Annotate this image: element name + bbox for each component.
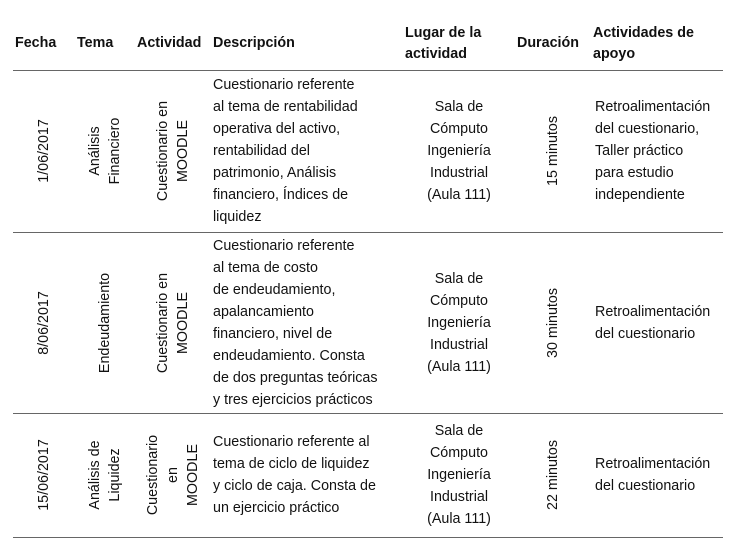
cell-descripcion [211, 232, 403, 413]
actividad-line: Cuestionario en [155, 100, 171, 202]
lugar-line: (Aula 111) [427, 358, 491, 375]
fecha-text: 8/06/2017 [36, 290, 52, 355]
duracion-text: 15 minutos [545, 116, 561, 186]
header-actividad: Actividad [135, 18, 211, 70]
descripcion-line: y tres ejercicios prácticos [213, 391, 373, 408]
lugar-line: Ingeniería [427, 467, 491, 483]
cell-tema [75, 232, 135, 413]
apoyo-line: del cuestionario [595, 478, 696, 494]
descripcion-line: tema de ciclo de liquidez [213, 456, 370, 472]
apoyo-line: Retroalimentación [595, 456, 711, 472]
actividad-line: Cuestionario en [155, 272, 171, 373]
actividad-line: MOODLE [175, 291, 191, 354]
lugar-line: Industrial [429, 165, 488, 181]
actividad-line: MOODLE [185, 444, 201, 506]
header-lugar-line: actividad [405, 45, 467, 62]
header-lugar-line: Lugar de la [405, 24, 482, 41]
cell-fecha [13, 232, 75, 413]
cell-fecha [13, 413, 75, 537]
actividad-line: en [165, 467, 181, 483]
apoyo-line: del cuestionario, [595, 121, 700, 137]
cell-lugar [403, 232, 515, 413]
lugar-line: Sala de [434, 99, 484, 115]
tema-line: Análisis [87, 126, 103, 176]
lugar-line: Cómputo [429, 121, 488, 137]
cell-duracion [515, 70, 591, 232]
apoyo-line: del cuestionario [595, 325, 696, 342]
descripcion-line: financiero, Índices de [213, 187, 349, 203]
header-apoyo-line: apoyo [593, 45, 636, 62]
cell-actividad [135, 413, 211, 537]
cell-actividad [135, 232, 211, 413]
duracion-text: 22 minutos [545, 440, 561, 510]
descripcion-line: al tema de rentabilidad [213, 99, 358, 115]
descripcion-line: liquidez [213, 209, 262, 225]
lugar-line: Sala de [434, 423, 484, 439]
cell-duracion [515, 232, 591, 413]
tema-line: Análisis de [87, 440, 103, 510]
actividad-line: Cuestionario [145, 434, 161, 516]
descripcion-line: Cuestionario referente [213, 237, 355, 254]
cell-descripcion [211, 413, 403, 537]
lugar-line: (Aula 111) [427, 187, 491, 203]
header-duracion: Duración [515, 18, 591, 70]
descripcion-line: patrimonio, Análisis [213, 165, 337, 181]
apoyo-line: Retroalimentación [595, 303, 711, 320]
duracion-text: 30 minutos [545, 287, 561, 358]
lugar-line: Ingeniería [427, 314, 491, 331]
actividad-line: MOODLE [175, 120, 191, 182]
table-row [13, 70, 723, 232]
cell-actividad [135, 70, 211, 232]
apoyo-line: Taller práctico [595, 143, 684, 159]
tema-line: Endeudamiento [97, 272, 113, 373]
header-apoyo [591, 18, 723, 70]
table-row [13, 413, 723, 537]
apoyo-line: para estudio [595, 165, 674, 181]
apoyo-line: Retroalimentación [595, 99, 711, 115]
lugar-line: Industrial [429, 489, 488, 505]
lugar-line: Cómputo [429, 292, 488, 309]
lugar-line: Cómputo [429, 445, 488, 461]
cell-tema [75, 413, 135, 537]
lugar-line: Sala de [434, 270, 484, 287]
cell-apoyo [591, 70, 723, 232]
lugar-line: Ingeniería [427, 143, 491, 159]
header-apoyo-line: Actividades de [593, 24, 694, 41]
descripcion-line: al tema de costo [213, 259, 318, 276]
apoyo-line: independiente [595, 187, 685, 203]
descripcion-line: de dos preguntas teóricas [213, 369, 378, 386]
descripcion-line: Cuestionario referente al [213, 434, 370, 450]
table-row [13, 232, 723, 413]
descripcion-line: de endeudamiento, [213, 281, 336, 298]
descripcion-line: endeudamiento. Consta [213, 347, 365, 364]
cell-lugar [403, 413, 515, 537]
tema-line: Financiero [107, 117, 123, 185]
descripcion-line: financiero, nivel de [213, 325, 333, 342]
fecha-text: 15/06/2017 [36, 439, 52, 511]
header-descripcion: Descripción [211, 18, 403, 70]
fecha-text: 1/06/2017 [36, 119, 52, 183]
descripcion-line: apalancamiento [213, 303, 314, 320]
header-lugar [403, 18, 515, 70]
descripcion-line: un ejercicio práctico [213, 500, 340, 516]
header-tema: Tema [75, 18, 135, 70]
lugar-line: (Aula 111) [427, 511, 491, 527]
cell-descripcion [211, 70, 403, 232]
cell-fecha [13, 70, 75, 232]
activities-table [13, 18, 723, 538]
header-row [13, 18, 723, 70]
cell-lugar [403, 70, 515, 232]
descripcion-line: rentabilidad del [213, 143, 310, 159]
descripcion-line: y ciclo de caja. Consta de [213, 478, 376, 494]
cell-duracion [515, 413, 591, 537]
cell-apoyo [591, 413, 723, 537]
header-fecha: Fecha [13, 18, 75, 70]
lugar-line: Industrial [429, 336, 488, 353]
descripcion-line: operativa del activo, [213, 121, 341, 137]
tema-line: Liquidez [107, 448, 123, 502]
cell-apoyo [591, 232, 723, 413]
cell-tema [75, 70, 135, 232]
descripcion-line: Cuestionario referente [213, 77, 355, 93]
